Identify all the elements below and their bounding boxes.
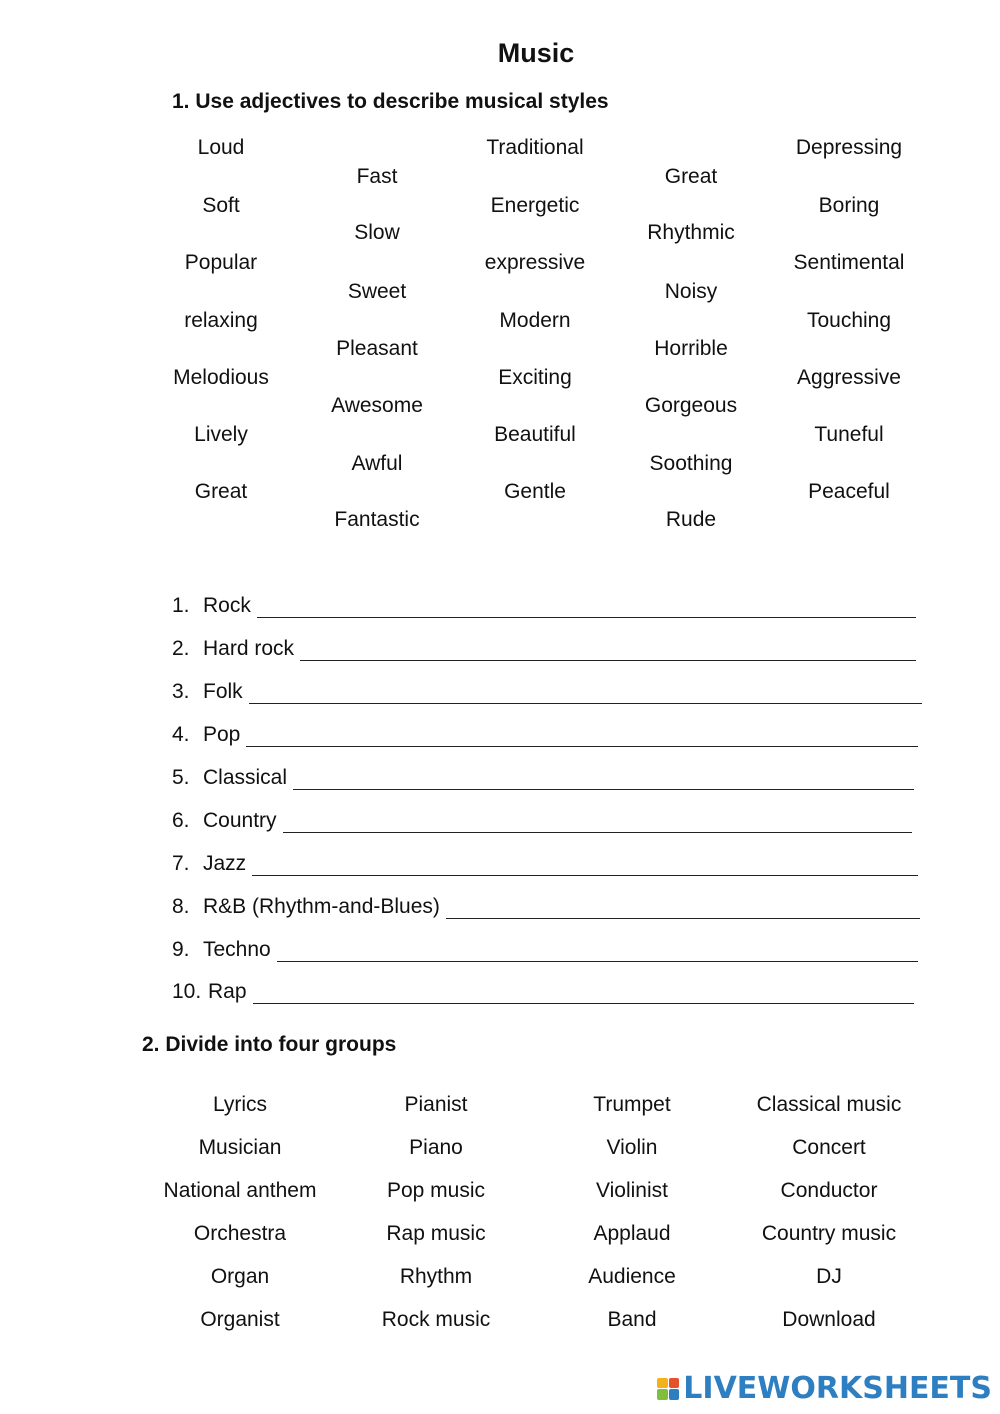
group-word: Musician — [198, 1136, 282, 1159]
group-word: Band — [607, 1308, 657, 1331]
answer-line[interactable] — [252, 853, 918, 876]
adjective-word: Noisy — [664, 280, 718, 303]
adjective-word: Tuneful — [814, 423, 884, 446]
group-word: Organ — [210, 1265, 270, 1288]
style-label: R&B (Rhythm-and-Blues) — [203, 895, 440, 918]
style-answer-row — [172, 760, 914, 790]
group-word: Audience — [588, 1265, 676, 1288]
adjective-word: Fantastic — [334, 508, 420, 531]
style-answer-row — [172, 889, 920, 919]
answer-line[interactable] — [257, 595, 916, 618]
liveworksheets-logo — [657, 1371, 992, 1406]
adjective-word: relaxing — [184, 309, 258, 332]
logo-mark-tile — [669, 1378, 680, 1389]
answer-line[interactable] — [249, 681, 922, 704]
group-word: Pianist — [404, 1093, 468, 1116]
style-number: 7. — [172, 852, 190, 875]
group-word: Pop music — [386, 1179, 486, 1202]
style-label: Jazz — [203, 852, 247, 875]
group-word: Rhythm — [399, 1265, 473, 1288]
adjective-word: Sentimental — [793, 251, 905, 274]
adjective-word: Depressing — [795, 136, 903, 159]
adjective-word: Beautiful — [494, 423, 576, 446]
style-label: Rock — [203, 594, 251, 617]
adjective-word: Gorgeous — [644, 394, 738, 417]
style-answer-row — [172, 588, 916, 618]
group-word: Rap music — [386, 1222, 486, 1245]
adjective-word: Rude — [665, 508, 717, 531]
style-number: 4. — [172, 723, 190, 746]
logo-mark-tile — [657, 1389, 668, 1400]
logo-mark-tile — [657, 1378, 668, 1389]
group-word: Conductor — [780, 1179, 878, 1202]
group-word: Violin — [606, 1136, 658, 1159]
adjective-word: Soft — [202, 194, 240, 217]
adjective-word: Sweet — [347, 280, 407, 303]
group-word: Download — [782, 1308, 876, 1331]
style-number: 6. — [172, 809, 190, 832]
style-label: Folk — [203, 680, 243, 703]
adjective-word: Melodious — [173, 366, 269, 389]
page-title: Music — [497, 38, 575, 68]
answer-line[interactable] — [446, 896, 920, 919]
adjective-word: Gentle — [504, 480, 566, 503]
style-answer-row — [172, 631, 916, 661]
style-label: Pop — [203, 723, 241, 746]
logo-mark-icon — [657, 1378, 679, 1400]
group-word: National anthem — [163, 1179, 317, 1202]
answer-line[interactable] — [253, 981, 914, 1004]
group-word: Classical music — [756, 1093, 902, 1116]
answer-line[interactable] — [300, 638, 916, 661]
style-number: 5. — [172, 766, 190, 789]
adjective-word: Horrible — [654, 337, 728, 360]
style-label: Techno — [203, 938, 271, 961]
group-word: Trumpet — [593, 1093, 671, 1116]
adjective-word: Modern — [499, 309, 571, 332]
adjective-word: Slow — [354, 221, 400, 244]
adjective-word: Awesome — [331, 394, 423, 417]
adjective-word: Energetic — [490, 194, 580, 217]
style-number: 2. — [172, 637, 190, 660]
style-label: Rap — [208, 980, 247, 1003]
style-answer-row — [172, 932, 918, 962]
adjective-word: Aggressive — [797, 366, 901, 389]
style-number: 3. — [172, 680, 190, 703]
group-word: DJ — [816, 1265, 842, 1288]
style-label: Country — [203, 809, 277, 832]
style-answer-row — [172, 674, 922, 704]
adjective-word: Exciting — [498, 366, 572, 389]
logo-mark-tile — [669, 1389, 680, 1400]
group-word: Violinist — [596, 1179, 668, 1202]
style-number: 8. — [172, 895, 190, 918]
group-word: Piano — [409, 1136, 463, 1159]
group-word: Applaud — [593, 1222, 671, 1245]
group-word: Lyrics — [212, 1093, 268, 1116]
adjective-word: Great — [664, 165, 718, 188]
group-word: Concert — [792, 1136, 866, 1159]
adjective-word: Peaceful — [808, 480, 890, 503]
answer-line[interactable] — [293, 767, 914, 790]
section-1-heading: 1. Use adjectives to describe musical styles — [172, 90, 609, 113]
logo-text: LIVEWORKSHEETS — [683, 1371, 992, 1406]
adjective-word: Soothing — [649, 452, 733, 475]
group-word: Rock music — [381, 1308, 491, 1331]
adjective-word: Traditional — [486, 136, 584, 159]
style-answer-row — [172, 974, 914, 1004]
adjective-word: Lively — [194, 423, 248, 446]
style-number: 10. — [172, 980, 202, 1003]
group-word: Country music — [761, 1222, 897, 1245]
adjective-word: Awful — [351, 452, 403, 475]
style-label: Classical — [203, 766, 288, 789]
answer-line[interactable] — [283, 810, 912, 833]
answer-line[interactable] — [246, 724, 918, 747]
group-word: Orchestra — [193, 1222, 287, 1245]
style-number: 1. — [172, 594, 190, 617]
answer-line[interactable] — [277, 939, 918, 962]
adjective-word: expressive — [484, 251, 586, 274]
adjective-word: Popular — [184, 251, 258, 274]
style-label: Hard rock — [203, 637, 295, 660]
style-answer-row — [172, 803, 912, 833]
section-2-heading: 2. Divide into four groups — [142, 1033, 397, 1056]
adjective-word: Boring — [818, 194, 880, 217]
group-word: Organist — [200, 1308, 280, 1331]
adjective-word: Fast — [356, 165, 398, 188]
adjective-word: Loud — [197, 136, 245, 159]
style-number: 9. — [172, 938, 190, 961]
adjective-word: Great — [194, 480, 248, 503]
adjective-word: Rhythmic — [647, 221, 735, 244]
adjective-word: Touching — [806, 309, 892, 332]
style-answer-row — [172, 846, 918, 876]
adjective-word: Pleasant — [336, 337, 418, 360]
style-answer-row — [172, 717, 918, 747]
